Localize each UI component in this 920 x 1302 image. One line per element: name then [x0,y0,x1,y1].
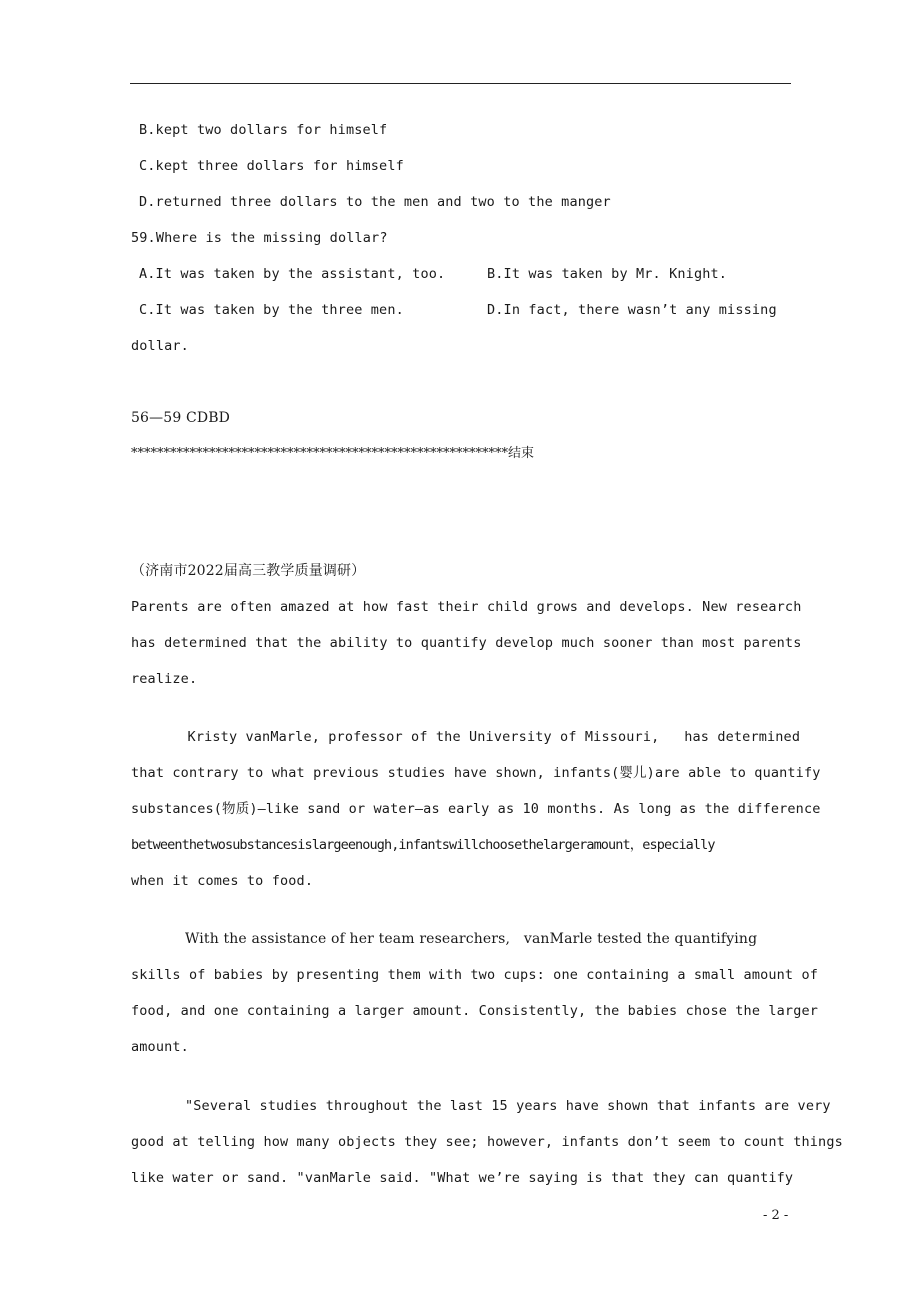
paragraph-4-line: good at telling how many objects they see; however, infants don’t seem to count things [131,1134,843,1150]
paragraph-2-line: substances(物质)—like sand or water—as early as 10 months. As long as the difference [131,801,821,817]
paragraph-3-line: food, and one containing a larger amount. Consistently, the babies chose the larger [131,1003,819,1019]
q59-stem: 59.Where is the missing dollar? [131,230,388,246]
page-number: - 2 - [763,1208,789,1223]
paragraph-1-line: Parents are often amazed at how fast their child grows and develops. New research [131,599,802,615]
q58-option-c: C.kept three dollars for himself [139,158,404,174]
paragraph-3-line: skills of babies by presenting them with two cups: one containing a small amount of [131,967,819,983]
paragraph-2-line: when it comes to food. [131,873,314,889]
paragraph-4-line: "Several studies throughout the last 15 years have shown that infants are very [185,1098,831,1114]
q59-option-c: C.It was taken by the three men. [139,302,404,318]
q58-option-d: D.returned three dollars to the men and two to the manger [139,194,611,210]
paragraph-2-line: that contrary to what previous studies have shown, infants(婴儿)are able to quantify [131,765,821,781]
q59-option-a: A.It was taken by the assistant, too. [139,266,446,282]
paragraph-4-line: like water or sand. "vanMarle said. "What we’re saying is that they can quantify [131,1170,794,1186]
header-rule [130,83,791,84]
end-marker: **********************************************************结束 [131,446,535,461]
passage-source: （济南市2022届高三教学质量调研） [131,563,366,579]
paragraph-2-line: Kristy vanMarle, professor of the University of Missouri, has determined [171,729,801,745]
paragraph-1-line: realize. [131,671,198,687]
q58-option-b: B.kept two dollars for himself [139,122,388,138]
paragraph-1-line: has determined that the ability to quantify develop much sooner than most parents [131,635,802,651]
q59-option-b: B.It was taken by Mr. Knight. [487,266,728,282]
paragraph-3-line: With the assistance of her team researchers, vanMarle tested the quantifying [185,931,758,947]
q59-option-d: D.In fact, there wasn’t any missing [487,302,777,318]
answer-key: 56—59 CDBD [131,410,231,426]
paragraph-3-line: amount. [131,1039,189,1055]
q59-option-d-continued: dollar. [131,338,189,354]
paragraph-2-line: betweenthetwosubstancesislargeenough,infantswillchoosethelargeramount，especially [131,837,715,853]
